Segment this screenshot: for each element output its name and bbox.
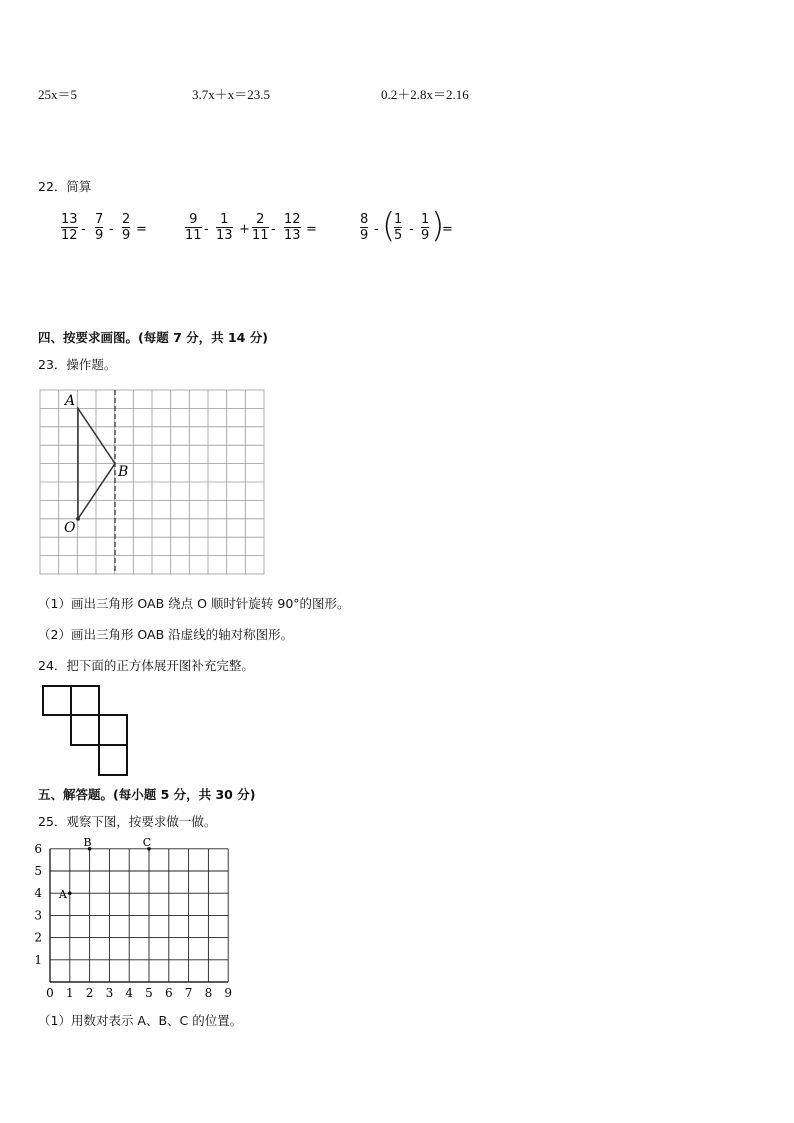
question-23-sub1: （1）画出三角形 OAB 绕点 O 顺时针旋转 90°的图形。 — [38, 596, 350, 611]
operator: - — [374, 222, 379, 237]
y-tick-label: 5 — [34, 864, 42, 878]
denominator: 9 — [95, 228, 104, 243]
operator: - — [271, 222, 276, 237]
numerator: 2 — [256, 212, 265, 227]
denominator: 9 — [421, 228, 430, 243]
net-square — [99, 745, 127, 775]
data-point — [68, 891, 72, 895]
question-25-title: 25．观察下图，按要求做一做。 — [38, 814, 217, 829]
denominator: 12 — [61, 228, 78, 243]
numerator: 13 — [61, 212, 78, 227]
operator: - — [204, 222, 209, 237]
left-paren: ( — [382, 206, 396, 246]
section-5-heading: 五、解答题。(每小题 5 分，共 30 分) — [38, 787, 256, 802]
numerator: 7 — [95, 212, 104, 227]
x-tick-label: 7 — [184, 986, 193, 1000]
fraction — [216, 212, 233, 243]
operator: + — [239, 222, 250, 237]
net-square — [71, 715, 99, 745]
fraction — [284, 212, 301, 243]
y-tick-label: 2 — [34, 930, 42, 945]
equation-2: 3.7x＋x＝23.5 — [192, 87, 271, 102]
question-23-sub2: （2）画出三角形 OAB 沿虚线的轴对称图形。 — [38, 627, 294, 642]
label-o: O — [64, 520, 76, 536]
question-25-sub1: （1）用数对表示 A、B、C 的位置。 — [38, 1013, 243, 1028]
fraction — [95, 212, 103, 243]
net-square — [43, 686, 71, 715]
denominator: 11 — [185, 228, 202, 243]
y-tick-label: 4 — [34, 886, 42, 901]
numerator: 1 — [220, 212, 229, 227]
numerator: 2 — [122, 212, 131, 227]
equals-sign: = — [442, 222, 453, 237]
denominator: 9 — [122, 228, 131, 243]
x-tick-label: 1 — [65, 986, 74, 1000]
numerator: 8 — [360, 212, 369, 227]
denominator: 13 — [284, 228, 301, 243]
numerator: 9 — [189, 212, 198, 227]
numerator: 12 — [284, 212, 301, 227]
fraction — [360, 212, 368, 243]
point-label: B — [83, 835, 92, 849]
x-tick-label: 4 — [125, 986, 134, 1000]
section-4-heading: 四、按要求画图。(每题 7 分，共 14 分) — [38, 330, 268, 345]
numerator: 1 — [394, 212, 403, 227]
net-square — [71, 686, 99, 715]
q23-grid-figure — [38, 388, 267, 577]
fraction — [394, 212, 402, 243]
fraction — [61, 212, 78, 243]
x-tick-label: 6 — [164, 986, 173, 1000]
question-22-title: 22．简算 — [38, 179, 92, 194]
x-tick-label: 5 — [145, 986, 153, 1000]
equation-3: 0.2＋2.8x＝2.16 — [381, 87, 469, 102]
operator: - — [409, 222, 414, 237]
right-paren: ) — [431, 206, 445, 246]
question-24-title: 24．把下面的正方体展开图补充完整。 — [38, 658, 254, 673]
x-tick-label: 0 — [46, 986, 54, 1000]
operator: - — [81, 222, 86, 237]
equation-1: 25x＝5 — [38, 87, 78, 102]
point-label: C — [142, 835, 152, 849]
cube-net-figure — [40, 684, 132, 778]
fraction — [421, 212, 429, 243]
y-tick-label: 6 — [34, 841, 42, 856]
coordinate-grid-chart — [30, 834, 242, 1006]
x-tick-label: 9 — [224, 986, 233, 1000]
operator: - — [109, 222, 114, 237]
fraction — [252, 212, 269, 243]
question-23-title: 23．操作题。 — [38, 357, 117, 372]
x-tick-label: 2 — [85, 986, 94, 1000]
equals-sign: = — [306, 222, 317, 237]
label-a: A — [65, 393, 76, 409]
denominator: 5 — [394, 228, 403, 243]
denominator: 13 — [216, 228, 233, 243]
point-label: A — [58, 888, 67, 902]
grid-lines — [40, 390, 264, 574]
fraction — [122, 212, 130, 243]
y-tick-label: 1 — [34, 952, 42, 967]
numerator: 1 — [421, 212, 430, 227]
label-b: B — [118, 464, 129, 480]
equals-sign: = — [136, 222, 147, 237]
denominator: 11 — [252, 228, 269, 243]
point-o — [76, 517, 80, 521]
denominator: 9 — [360, 228, 369, 243]
x-tick-label: 3 — [105, 986, 114, 1000]
net-square — [99, 715, 127, 745]
fraction — [185, 212, 202, 243]
y-tick-label: 3 — [34, 908, 42, 923]
x-tick-label: 8 — [204, 986, 213, 1000]
